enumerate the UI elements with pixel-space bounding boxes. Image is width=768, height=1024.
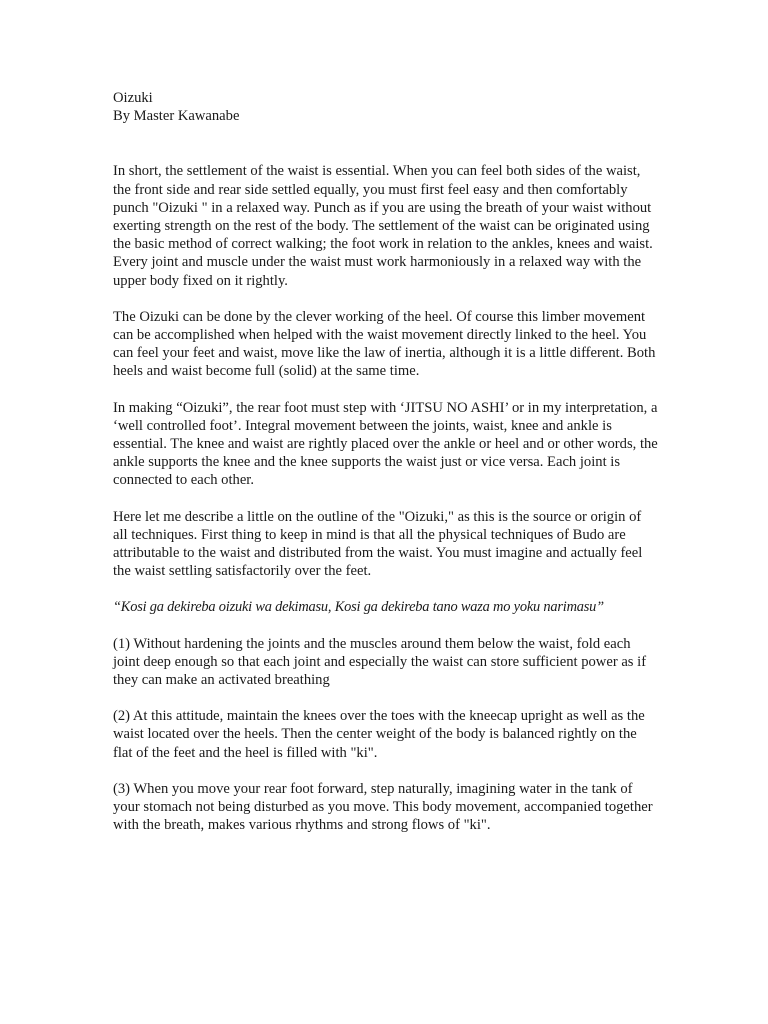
document-title: Oizuki xyxy=(113,90,153,106)
step-3: (3) When you move your rear foot forward, step naturally, imagining water in the tank of your stomach not being disturbed as you move. This body movement, accompanied together with the breath, makes various rhythms and strong flows of "ki". xyxy=(113,780,653,834)
japanese-quote: “Kosi ga dekireba oizuki wa dekimasu, Kosi ga dekireba tano waza mo yoku narimasu” xyxy=(113,599,604,616)
paragraph-heel: The Oizuki can be done by the clever working of the heel. Of course this limber movement can be accomplished when helped with the waist movement directly linked to the heel. You can feel your feet and waist, move like the law of inertia, although it is a little different. Both heels and waist become full (solid) at the same time. xyxy=(113,308,656,380)
document-body xyxy=(113,89,658,853)
title-block xyxy=(113,89,658,125)
document-author: By Master Kawanabe xyxy=(113,108,240,125)
step-2: (2) At this attitude, maintain the knees over the toes with the kneecap upright as well as the waist located over the heels. Then the center weight of the body is balanced rightly on the flat of the feet and the heel is filled with "ki". xyxy=(113,708,645,761)
step-1: (1) Without hardening the joints and the muscles around them below the waist, fold each joint deep enough so that each joint and especially the waist can store sufficient power as if they can make an activated breathing xyxy=(113,635,647,689)
paragraph-rear-foot: In making “Oizuki”, the rear foot must step with ‘JITSU NO ASHI’ or in my interpretation, a ‘well controlled foot’. Integral movement between the joints, waist, knee and ankle is essential. The knee and waist are rightly placed over the ankle or heel and or other words, the ankle supports the knee and the knee supports the waist just or vice versa. Each joint is connected to each other. xyxy=(113,399,658,489)
paragraph-outline: Here let me describe a little on the outline of the "Oizuki," as this is the source or origin of all techniques. First thing to keep in mind is that all the physical techniques of Budo are attributable to the waist and distributed from the waist. You must imagine and actually feel the waist settling satisfactorily over the feet. xyxy=(113,508,643,580)
paragraph-waist-settlement: In short, the settlement of the waist is essential. When you can feel both sides of the waist, the front side and rear side settled equally, you must first feel easy and then comfortably punch "Oizuki " in a relaxed way. Punch as if you are using the breath of your waist without exerting strength on the rest of the body. The settlement of the waist can be originated using the basic method of correct walking; the foot work in relation to the ankles, knees and waist. Every joint and muscle under the waist must work harmoniously in a relaxed way with the upper body fixed on it rightly. xyxy=(113,163,653,289)
